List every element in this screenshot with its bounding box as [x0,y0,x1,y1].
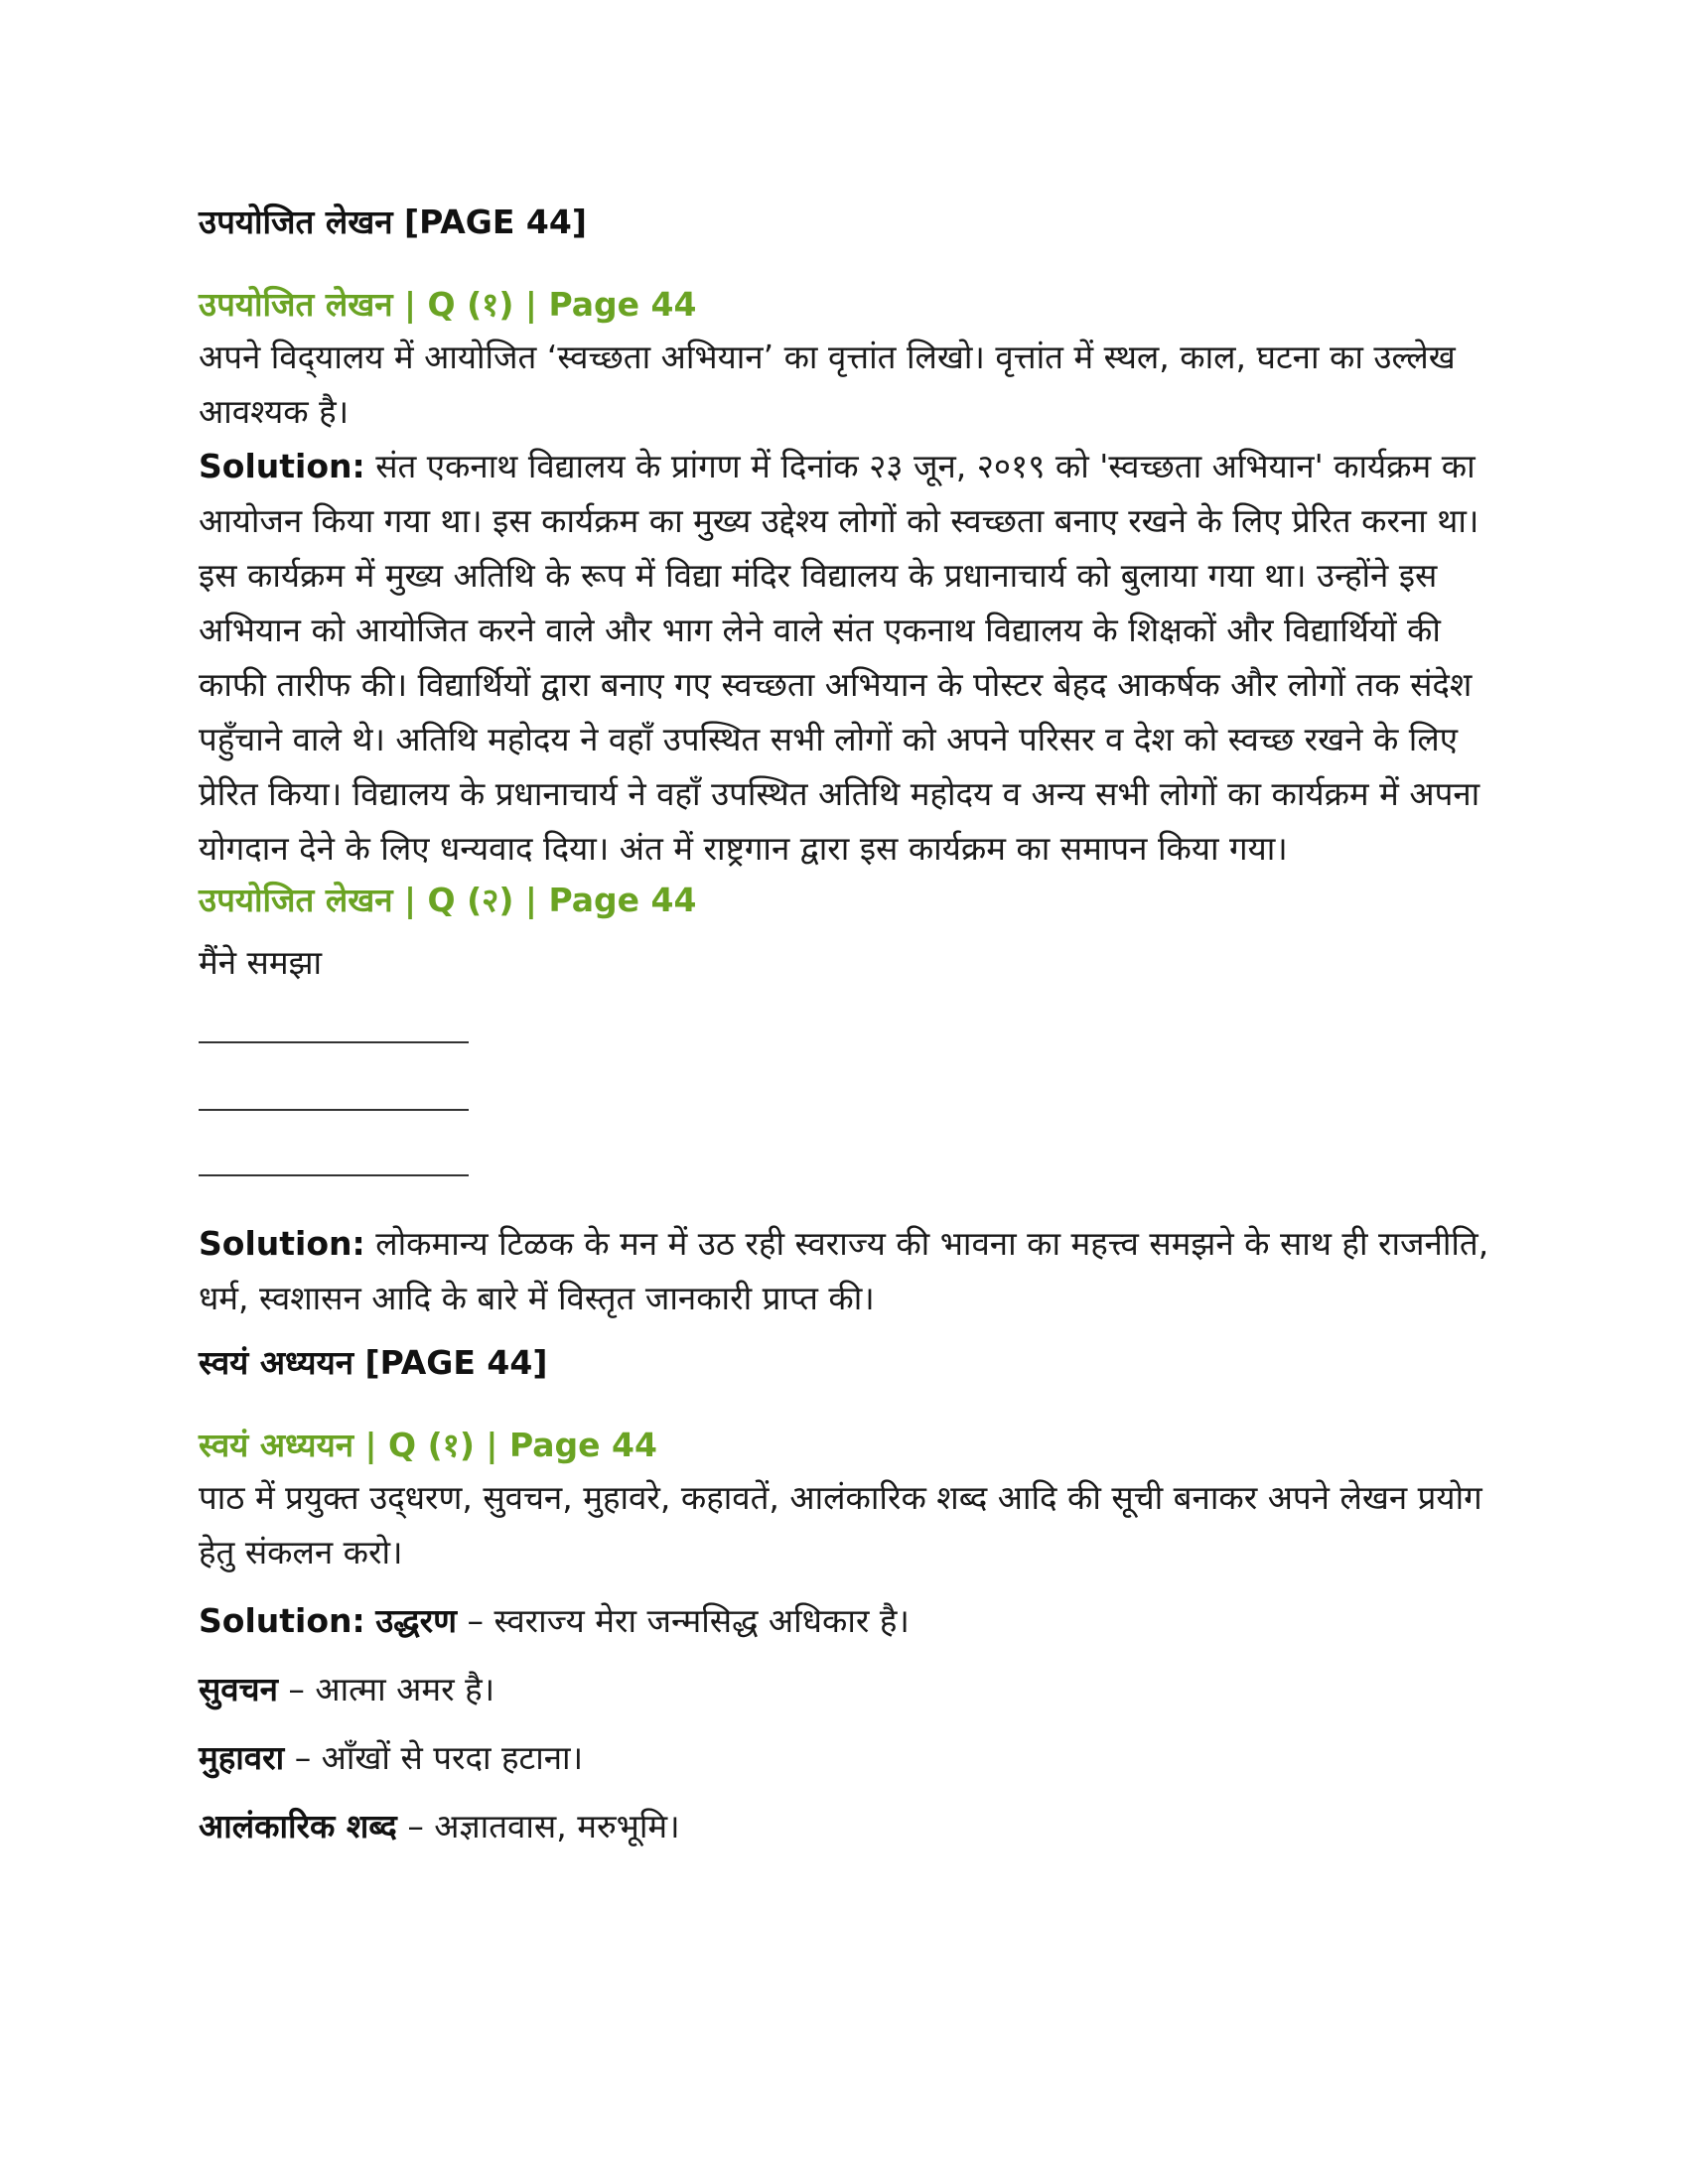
solution-3-item-1 [199,1593,1489,1648]
question-text-1: अपने विद्‌यालय में आयोजित ‘स्वच्छता अभियान’ का वृत्तांत लिखो। वृत्तांत में स्थल, काल, घटना का उल्लेख आवश्यक है। [199,338,1456,431]
term-label: सुवचन [199,1670,278,1708]
section-title-upyojit-lekhan: उपयोजित लेखन [PAGE 44] [199,203,587,241]
solution-label: Solution: [199,1601,365,1640]
term-text: – आत्मा अमर है। [277,1670,495,1708]
solution-3-item-2 [199,1662,1489,1716]
term-label: आलंकारिक शब्द [199,1807,397,1845]
term-label: उद्धरण [375,1601,458,1640]
document-page [199,199,1489,1853]
section-title-svayam-adhyayan: स्वयं अध्ययन [PAGE 44] [199,1343,548,1382]
question-text-3: पाठ में प्रयुक्त उद्‌धरण, सुवचन, मुहावरे, कहावतें, आलंकारिक शब्द आदि की सूची बनाकर अपने लेखन प्रयोग हेतु संकलन करो। [199,1478,1482,1571]
question-heading-1: उपयोजित लेखन | Q (१) | Page 44 [199,285,697,324]
solution-3-item-3 [199,1730,1489,1785]
question-heading-2: उपयोजित लेखन | Q (२) | Page 44 [199,881,697,919]
term-text: – अज्ञातवास, मरुभूमि। [396,1807,680,1845]
solution-label: Solution: [199,1224,365,1263]
question-text-2: मैंने समझा [199,943,323,982]
solution-3-item-4 [199,1799,1489,1853]
solution-label: Solution: [199,447,365,485]
question-heading-3: स्वयं अध्ययन | Q (१) | Page 44 [199,1426,657,1464]
solution-text-1: संत एकनाथ विद्यालय के प्रांगण में दिनांक २३ जून, २०१९ को 'स्वच्छता अभियान' कार्यक्रम का आयोजन किया गया था। इस कार्यक्रम का मुख्य उद्देश्य लोगों को स्वच्छता बनाए रखने के लिए प्रेरित करना था। इस कार्यक्रम में मुख्य अतिथि के रूप में विद्या मंदिर विद्यालय के प्रधानाचार्य को बुलाया गया था। उन्होंने इस अभियान को आयोजित करने वाले और भाग लेने वाले संत एकनाथ विद्यालय के शिक्षकों और विद्यार्थियों की काफी तारीफ की। विद्यार्थियों द्वारा बनाए गए स्वच्छता अभियान के पोस्टर बेहद आकर्षक और लोगों तक संदेश पहुँचाने वाले थे। अतिथि महोदय ने वहाँ उपस्थित सभी लोगों को अपने परिसर व देश को स्वच्छ रखने के लिए प्रेरित किया। विद्यालय के प्रधानाचार्य ने वहाँ उपस्थित अतिथि महोदय व अन्य सभी लोगों का कार्यक्रम में अपना योगदान देने के लिए धन्यवाद दिया। अंत में राष्ट्रगान द्वारा इस कार्यक्रम का समापन किया गया। [199,447,1480,868]
solution-text-2: लोकमान्य टिळक के मन में उठ रही स्वराज्य की भावना का महत्त्व समझने के साथ ही राजनीति, धर्म, स्वशासन आदि के बारे में विस्तृत जानकारी प्राप्त की। [199,1224,1489,1317]
term-label: मुहावरा [199,1738,285,1777]
term-text: – आँखों से परदा हटाना। [284,1738,584,1777]
solution-1 [199,439,1489,876]
solution-2 [199,1216,1489,1325]
term-text: – स्वराज्य मेरा जन्मसिद्ध अधिकार है। [457,1601,910,1640]
